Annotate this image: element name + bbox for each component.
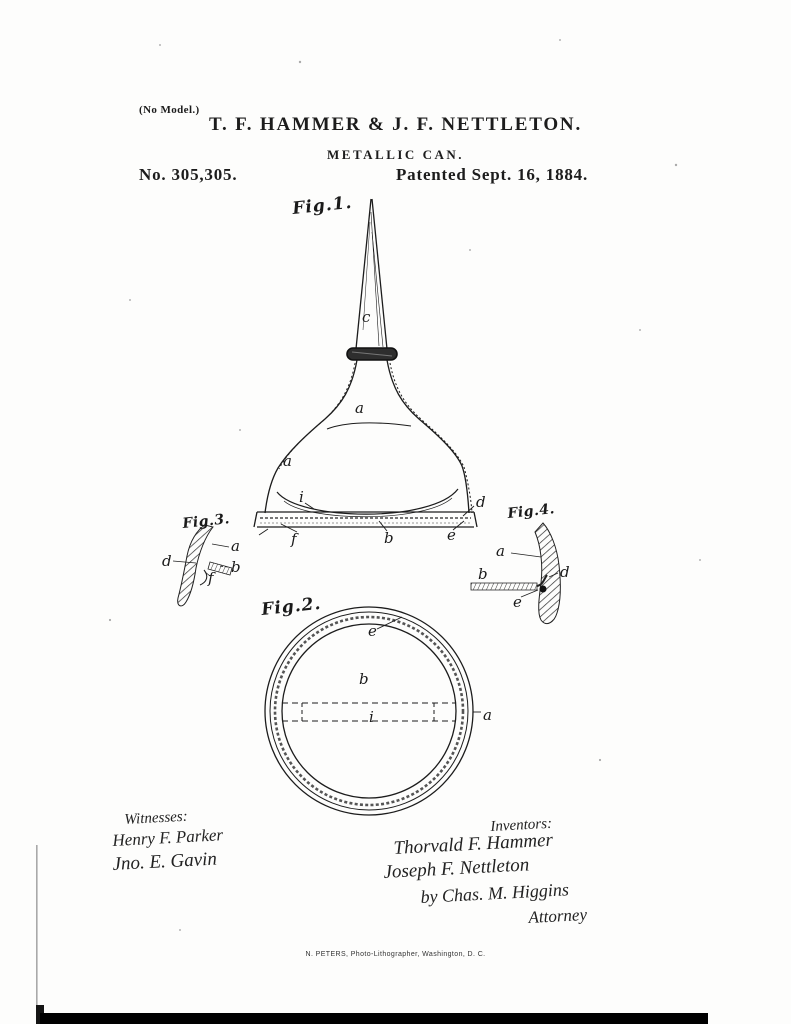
- inventor-signature: Thorvald F. Hammer: [393, 829, 554, 859]
- fig2-label-a: a: [483, 706, 492, 724]
- fig4-label-b: b: [478, 565, 488, 583]
- fig2-label-e: e: [368, 622, 377, 640]
- witness-signature: Jno. E. Gavin: [112, 848, 218, 875]
- fig1-title: Fig.1.: [291, 192, 354, 219]
- fig1-label-b: b: [384, 529, 394, 547]
- fig1-label-i: i: [299, 488, 304, 506]
- fig3-label-f: f: [208, 569, 214, 587]
- fig1-label-f: f: [291, 530, 297, 548]
- inventors-heading: Inventors:: [490, 815, 553, 835]
- fig3-label-a: a: [231, 537, 240, 555]
- fig1-drawing: [254, 199, 477, 535]
- attorney-signature: by Chas. M. Higgins: [420, 879, 570, 907]
- fig1-label-c: c: [362, 308, 371, 326]
- inventors-name-line: T. F. HAMMER & J. F. NETTLETON.: [208, 114, 583, 135]
- inventor-signature: Joseph F. Nettleton: [383, 854, 530, 883]
- invention-title: METALLIC CAN.: [327, 147, 464, 162]
- scan-artifacts: [36, 39, 708, 1024]
- fig2-label-i: i: [369, 708, 374, 726]
- fig4-label-a: a: [496, 542, 505, 560]
- fig1-label-a-side: a: [283, 452, 292, 470]
- fig1-label-a-neck: a: [355, 399, 364, 417]
- attorney-title: Attorney: [528, 904, 588, 927]
- patent-date: Patented Sept. 16, 1884.: [396, 165, 589, 184]
- no-model-note: (No Model.): [139, 104, 200, 116]
- fig3-label-b: b: [231, 558, 241, 576]
- fig3-drawing: [173, 525, 232, 606]
- fig3-label-d: d: [162, 552, 172, 570]
- witness-signature: Henry F. Parker: [112, 825, 224, 850]
- fig1-label-d: d: [476, 493, 486, 511]
- printer-credit: N. PETERS, Photo-Lithographer, Washington, D. C.: [305, 951, 486, 958]
- patent-number: No. 305,305.: [139, 165, 238, 184]
- fig2-label-b: b: [359, 670, 369, 688]
- fig2-title: Fig.2.: [260, 593, 323, 620]
- fig4-label-d: d: [560, 563, 570, 581]
- fig1-label-e: e: [447, 526, 456, 544]
- fig4-label-e: e: [513, 593, 522, 611]
- witnesses-heading: Witnesses:: [124, 808, 189, 828]
- fig3-title: Fig.3.: [181, 511, 231, 532]
- fig4-title: Fig.4.: [506, 501, 556, 522]
